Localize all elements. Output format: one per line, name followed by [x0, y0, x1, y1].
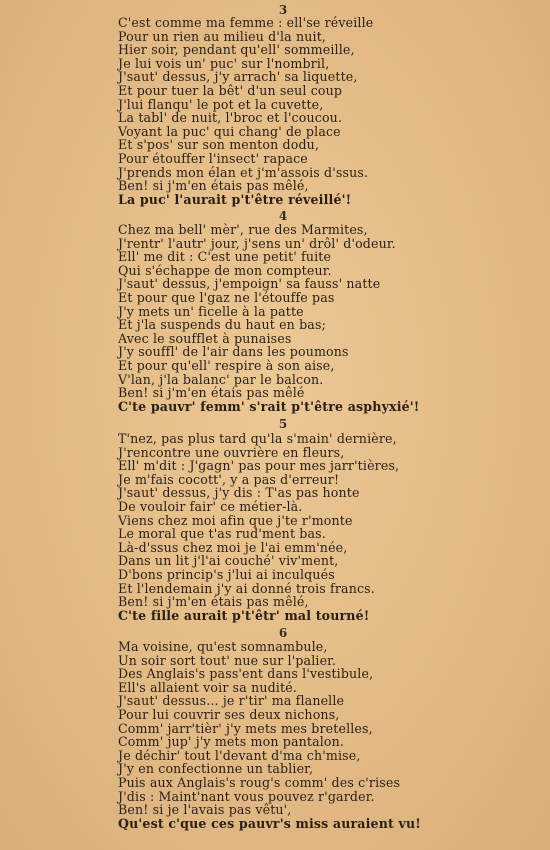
verse-line: De vouloir fair' ce métier-là. [118, 498, 303, 514]
verse-line: Et pour que l'gaz ne l'étouffe pas [118, 289, 335, 305]
stanza-number: 3 [278, 3, 288, 17]
verse-line: J'saut' dessus, j'y arrach' sa liquette, [118, 69, 358, 85]
verse-line: Avec le soufflet à punaises [118, 330, 292, 346]
stanza-number: 4 [278, 209, 288, 223]
verse-line: Pour étouffer l'insect' rapace [118, 150, 308, 166]
verse-line: Viens chez moi afin que j'te r'monte [118, 512, 353, 528]
verse-line: Des Anglais's pass'ent dans l'vestibule, [118, 666, 374, 682]
verse-line: Ben! si j'm'en étais pas mêlé [118, 385, 305, 401]
verse-line: Comm' jup' j'y mets mon pantalon. [118, 734, 345, 750]
verse-line: Voyant la puc' qui chang' de place [118, 123, 341, 139]
verse-line: La tabl' de nuit, l'broc et l'coucou. [118, 110, 343, 126]
verse-line: Le moral que t'as rud'ment bas. [118, 526, 326, 542]
verse-line: Puis aux Anglais's roug's comm' des c'rises [118, 774, 401, 790]
verse-line: Je déchir' tout l'devant d'ma ch'mise, [118, 747, 361, 763]
verse-line: Là-d'ssus chez moi je l'ai emm'née, [118, 539, 348, 555]
verse-line: Comm' jarr'tièr' j'y mets mes bretelles, [118, 720, 373, 736]
stanza-lines [118, 223, 419, 413]
verse-line: J'rentr' l'autr' jour, j'sens un' drôl' d'odeur. [118, 235, 396, 251]
verse-line: J'saut' dessus, j'y dis : T'as pas honte [118, 485, 360, 501]
verse-line: Et l'lendemain j'y ai donné trois francs. [118, 580, 375, 596]
verse-line: Je m'fais cocott', y a pas d'erreur! [118, 471, 340, 487]
verse-line: Dans un lit j'l'ai couché' viv'ment, [118, 553, 339, 569]
verse-line: Et pour qu'ell' respire à son aise, [118, 357, 335, 373]
verse-line: Ell' m'dit : J'gagn' pas pour mes jarr'tières, [118, 458, 400, 474]
verse-line: C'te fille aurait p't'êtr' mal tourné! [118, 607, 370, 623]
verse-line: C'te pauvr' femm' s'rait p't'être asphyxié'! [118, 398, 420, 414]
verse-line: Ell' me dit : C'est une petit' fuite [118, 249, 332, 265]
verse-line: T'nez, pas plus tard qu'la s'main' dernière, [118, 431, 397, 446]
verse-line: Ell's allaient voir sa nudité. [118, 679, 297, 695]
verse-line: J'y en confectionne un tablier, [118, 761, 314, 777]
stanza-lines [118, 16, 373, 206]
verse-line: Et pour tuer la bêt' d'un seul coup [118, 82, 343, 98]
verse-line: J'rencontre une ouvrière en fleurs, [118, 444, 345, 460]
verse-line: La puc' l'aurait p't'être réveillé'! [118, 191, 352, 207]
verse-line: Hier soir, pendant qu'ell' sommeille, [118, 42, 355, 58]
verse-line: J'saut' dessus... je r'tir' ma flanelle [118, 693, 345, 709]
verse-line: J'lui flanqu' le pot et la cuvette, [118, 96, 324, 112]
verse-line: Et s'pos' sur son menton dodu, [118, 137, 320, 153]
verse-line: V'lan, j'la balanc' par le balcon. [118, 371, 324, 387]
verse-line: Pour lui couvrir ses deux nichons, [118, 706, 340, 722]
stanza-lines [118, 432, 399, 622]
stanza-lines [118, 640, 421, 830]
verse-line: J'y mets un' ficelle à la patte [118, 303, 304, 319]
verse-line: C'est comme ma femme : ell'se réveille [118, 15, 374, 30]
verse-line: Ben! si je l'avais pas vêtu', [118, 802, 292, 818]
verse-line: J'y souffl' de l'air dans les poumons [118, 344, 349, 360]
stanza-number: 5 [278, 417, 288, 431]
verse-line: Chez ma bell' mèr', rue des Marmites, [118, 222, 368, 237]
verse-line: D'bons princip's j'lui ai inculqués [118, 566, 335, 582]
stanza-number: 6 [278, 626, 288, 640]
verse-line: J'prends mon élan et j'm'assois d'ssus. [118, 164, 369, 180]
verse-line: Un soir sort tout' nue sur l'palier. [118, 652, 337, 668]
verse-line: Ben! si j'm'en étais pas mêlé, [118, 178, 309, 194]
verse-line: Et j'la suspends du haut en bas; [118, 317, 326, 333]
verse-line: Ben! si j'm'en étais pas mêlé, [118, 594, 309, 610]
verse-line: Je lui vois un' puc' sur l'nombril, [118, 55, 330, 71]
verse-line: Qui s'échappe de mon compteur. [118, 262, 332, 278]
verse-line: J'dis : Maint'nant vous pouvez r'garder. [118, 788, 375, 804]
verse-line: Ma voisine, qu'est somnambule, [118, 639, 328, 654]
verse-line: J'saut' dessus, j'empoign' sa fauss' natte [118, 276, 381, 292]
verse-line: Pour un rien au milieu d'la nuit, [118, 28, 327, 44]
verse-line: Qu'est c'que ces pauvr's miss auraient vu! [118, 815, 421, 831]
